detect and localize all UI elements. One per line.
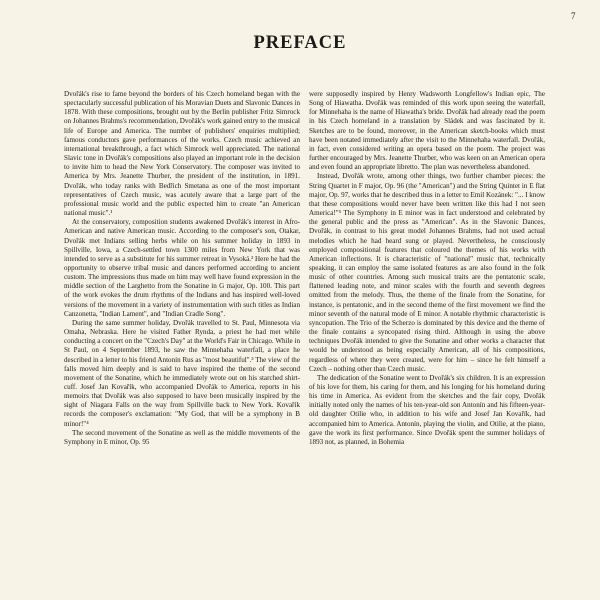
paragraph: were supposedly inspired by Henry Wadsworth Longfellow's Indian epic, The Song of Hiawatha. Dvořák was reminded of this work upon seeing the waterfall, for Minnehaha is the name of Hiawatha's bride. Dvořák had already read the poem in his Czech homeland in a translation by Sládek and was fascinated by it. Sketches are to be found, moreover, in the American sketch-books which must have been notated immediately after the visit to the Minnehaha waterfall. Dvořák, in fact, even considered writing an opera based on the poem. The project was further encouraged by Mrs. Jeanette Thurber, who was keen on an American opera and even found an appropriate libretto. The plan was nevertheless abandoned. bbox=[309, 90, 545, 172]
left-text-column bbox=[64, 90, 300, 447]
page-title: PREFACE bbox=[253, 33, 347, 53]
paragraph: Instead, Dvořák wrote, among other things, two further chamber pieces: the String Quartet in F major, Op. 96 (the "American") and the String Quintet in E flat major, Op. 97, works that he described thus in a letter to Emil Kozánek: "... I know that these compositions would never have been written like this had I not seen America!"⁵ The Symphony in E minor was in fact understood and celebrated by the general public and the press as "American". As in the Slavonic Dances, Dvořák, in contrast to his great model Johannes Brahms, had not used actual melodies which he had heard sung or played. Nevertheless, he consciously employed compositional features that coloured the themes of his works with American inflections. It is characteristic of "national" music that, technically speaking, it can employ the same isolated features as are also found in the folk music of other countries. Among such musical traits are the pentatonic scale, flattened leading note, and minor scales with the fourth and seventh degrees omitted from the melody. Thus, the theme of the finale from the Sonatine, for instance, is pentatonic, and in the second theme of the first movement we find the minor seventh of the natural mode of E minor. A notable rhythmic characteristic is syncopation. The Trio of the Scherzo is dominated by this device and the theme of the finale contains a syncopated rising third. Although in using the above techniques Dvořák intended to give the Sonatine and other works a character that would be understood as being especially American, all of his compositions, regardless of where they were created, were for him – since he felt himself a Czech – nothing other than Czech music. bbox=[309, 172, 545, 373]
paragraph: The second movement of the Sonatine as well as the middle movements of the Symphony in E minor, Op. 95 bbox=[64, 428, 300, 446]
paragraph: During the same summer holiday, Dvořák travelled to St. Paul, Minnesota via Omaha, Nebraska. Here he visited Father Rynda, a priest he had met while conducting a concert on the "Czech's Day" at the World's Fair in Chicago. While in St Paul, on 4 September 1893, he saw the Minnehaha waterfall, a place he described in a letter to his friend Antonín Rus as "most beautiful".³ The view of the falls moved him deeply and is said to have inspired the theme of the second movement of the Sonatine, which he immediately wrote out on his starched shirt-cuff. Josef Jan Kovařík, who accompanied Dvořák to America, reports in his memoirs that Dvořák was also supposed to have been musically inspired by the sight of Niagara Falls on the way from Spillville back to New York. Kovařík records the composer's exclamation: "My God, that will be a symphony in B minor!"⁴ bbox=[64, 318, 300, 428]
paragraph: At the conservatory, composition students awakened Dvořák's interest in Afro-American and native American music. According to the composer's son, Otakar, Dvořák met Indians selling herbs while on his summer holiday in 1893 in Spillville, Iowa, a Czech-settled town 1300 miles from New York that was intended to serve as a substitute for his summer retreat in Vysoká.² Here he had the opportunity to observe tribal music and dances performed according to ancient custom. The impressions thus made on him may well have found expression in the middle section of the Larghetto from the Sonatine in G major, Op. 100. This part of the work evokes the drum rhythms of the Indians and has inspired well-loved versions of the movement in a variety of instrumentation with such titles as Indian Canzonetta, "Indian Lament", and "Indian Cradle Song". bbox=[64, 218, 300, 318]
paragraph: The dedication of the Sonatine went to Dvořák's six children. It is an expression of his love for them, his caring for them, and his longing for his homeland during his time in America. As evident from the sketches and the fair copy, Dvořák initially noted only the names of his ten-year-old son Antonín and his fifteen-year-old daughter Otilie who, in addition to his wife and Josef Jan Kovařík, had accompanied him to America. Antonín, playing the violin, and Otilie, at the piano, gave the work its first performance. Since Dvořák spent the summer holidays of 1893 not, as planned, in Bohemia bbox=[309, 373, 545, 446]
page-number: 7 bbox=[571, 11, 576, 21]
right-text-column bbox=[309, 90, 545, 447]
paragraph: Dvořák's rise to fame beyond the borders of his Czech homeland began with the spectacularly successful publication of his Moravian Duets and Slavonic Dances in 1878. With these compositions, brought out by the Berlin publisher Fritz Simrock on Johannes Brahms's recommendation, Dvořák's work gained entry to the musical life of Europe and America. The number of publishers' enquiries multiplied; famous conductors gave performances of the works. Czech music achieved an international breakthrough, a fact which Simrock well appreciated. The national Slavic tone in Dvořák's compositions also played an important role in the decision to invite him to head the New York Conservatory. The composer was invited to America by Mrs. Jeanette Thurber, the president of the institution, in 1891. Dvořák, who today ranks with Bedřich Smetana as one of the most important representatives of Czech music, was acutely aware that a large part of the professional music world and the public expected him to create "an American national music".¹ bbox=[64, 90, 301, 218]
